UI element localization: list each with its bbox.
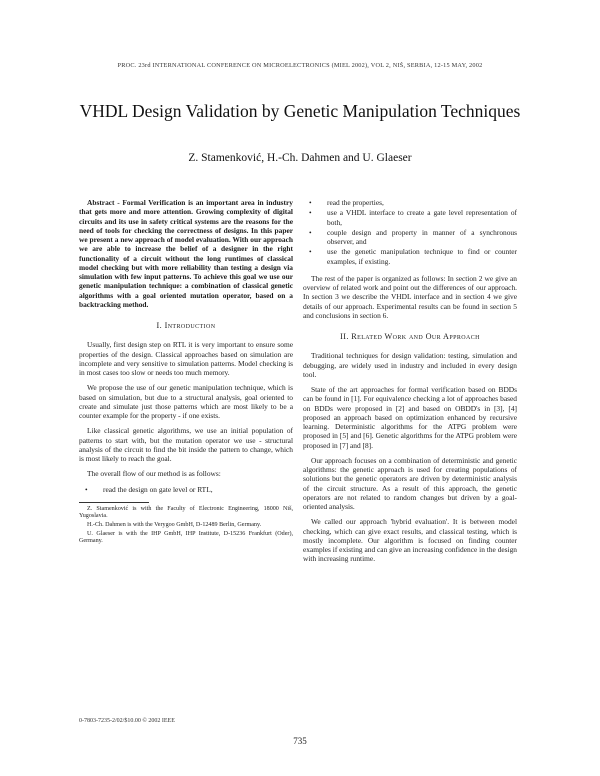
bullet-icon: • [309,198,312,207]
paragraph: Traditional techniques for design validation: testing, simulation and debugging, are widely used in industry and included in every design tool. [303,351,517,379]
bullet-list [79,485,293,494]
paragraph: The overall flow of our method is as follows: [87,469,221,479]
bullet-icon: • [309,208,312,218]
footnote: H.-Ch. Dahmen is with the Verygoo GmbH, D-12489 Berlin, Germany. [87,521,262,528]
list-item-text: read the design on gate level or RTL, [103,484,213,494]
paragraph-overview: The rest of the paper is organized as follows: In section 2 we give an overview of related work and point out the differences of our approach. In section 3 we describe the VHDL interface and in section 4 we give details of our approach. Experimental results can be found in section 5 and conclusions in section 6. [303,273,517,320]
list-item-text: read the properties, [327,198,384,207]
footnote-divider [79,502,149,503]
list-item [303,208,517,227]
paragraph: We propose the use of our genetic manipulation technique, which is based on simulation, but due to a structural analysis, goal oriented to create and simulate just those patterns which are most likely to be a counter example for the property - if one exists. [79,383,293,420]
left-column [79,198,293,547]
bullet-icon: • [309,247,312,257]
paragraph: Our approach focuses on a combination of deterministic and genetic algorithms: the genetic approach is used for creating populations of solutions but the genetic operators are driven by deterministic analysis of the circuit structure. As a result of this approach, the genetic operators are not related to random changes but driven by a goal-oriented analysis. [303,455,517,511]
footnote: Z. Stamenković is with the Faculty of Electronic Engineering, 18000 Niš, Yugoslavia. [79,505,293,520]
paper-title: VHDL Design Validation by Genetic Manipulation Techniques [79,101,521,121]
section-heading-introduction: I. Introduction [156,321,216,330]
list-item-text: couple design and property in manner of a synchronous observer, and [327,227,517,246]
list-item [303,198,517,207]
running-head: PROC. 23rd INTERNATIONAL CONFERENCE ON MICROELECTRONICS (MIEL 2002), VOL 2, NIŠ, SERBIA, 12-15 MAY, 2002 [117,62,483,69]
list-item-text: use the genetic manipulation technique to find or counter examples, if existing. [327,247,517,266]
section-heading-related-work: II. Related Work and Our Approach [340,332,480,341]
right-column [303,198,517,570]
footnote: U. Glaeser is with the IHP GmbH, IHP Institute, D-15236 Frankfurt (Oder), Germany. [79,530,293,545]
paragraph: We called our approach 'hybrid evaluation'. It is between model checking, which can give exact results, and classical testing, which is mostly incomplete. Our algorithm is focused on finding counter examples if existing and can give an increasing confidence in the design with increasing runtime. [303,517,517,564]
list-item [303,228,517,247]
paper-authors: Z. Stamenković, H.-Ch. Dahmen and U. Glaeser [188,152,412,164]
copyright-notice: 0-7803-7235-2/02/$10.00 © 2002 IEEE [79,718,175,724]
bullet-list [303,198,517,266]
list-item-text: use a VHDL interface to create a gate level representation of both, [327,208,517,227]
bullet-icon: • [309,227,312,237]
list-item [79,485,293,494]
footnotes [79,506,293,546]
paragraph: Like classical genetic algorithms, we use an initial population of patterns to start with, but the mutation operator we use - structural analysis of the circuit to find the bit inside the pattern to change, which is most likely to reach the goal. [79,426,293,463]
page-number: 735 [293,736,307,746]
paragraph: Usually, first design step on RTL it is very important to ensure some properties of the design. Classical approaches based on simulation are incomplete and very sensitive to simulation patterns. Model checking is in most cases too slow or needs too much memory. [79,340,293,377]
paragraph: State of the art approaches for formal verification based on BDDs can be found in [1]. For equivalence checking a lot of approaches based on BDDs were proposed in [2] and based on OBDD's in [3], [4] proposed an approach based on optimization enhanced by recursive learning. Deterministic algorithms for the ATPG problem were proposed in [5] and [6]. Genetic algorithms for the ATPG problem were proposed in [7] and [8]. [303,385,517,450]
bullet-icon: • [85,484,88,494]
abstract: Abstract - Formal Verification is an important area in industry that gets more and more attention. Growing complexity of digital circuits and its use in safety critical systems are the reasons for the need of tools for checking the correctness of designs. In this paper we present a new approach of model evaluation. With our approach we are able to increase the belief of a designer in the right functionality of a circuit without the long runtimes of classical model checking but with more reliability than testing a design via simulation with few input patterns. To achieve this goal we use our genetic manipulation technique: a combination of classical genetic algorithms with a goal oriented mutation operator, based on a backtracking method. [79,198,293,309]
list-item [303,247,517,266]
